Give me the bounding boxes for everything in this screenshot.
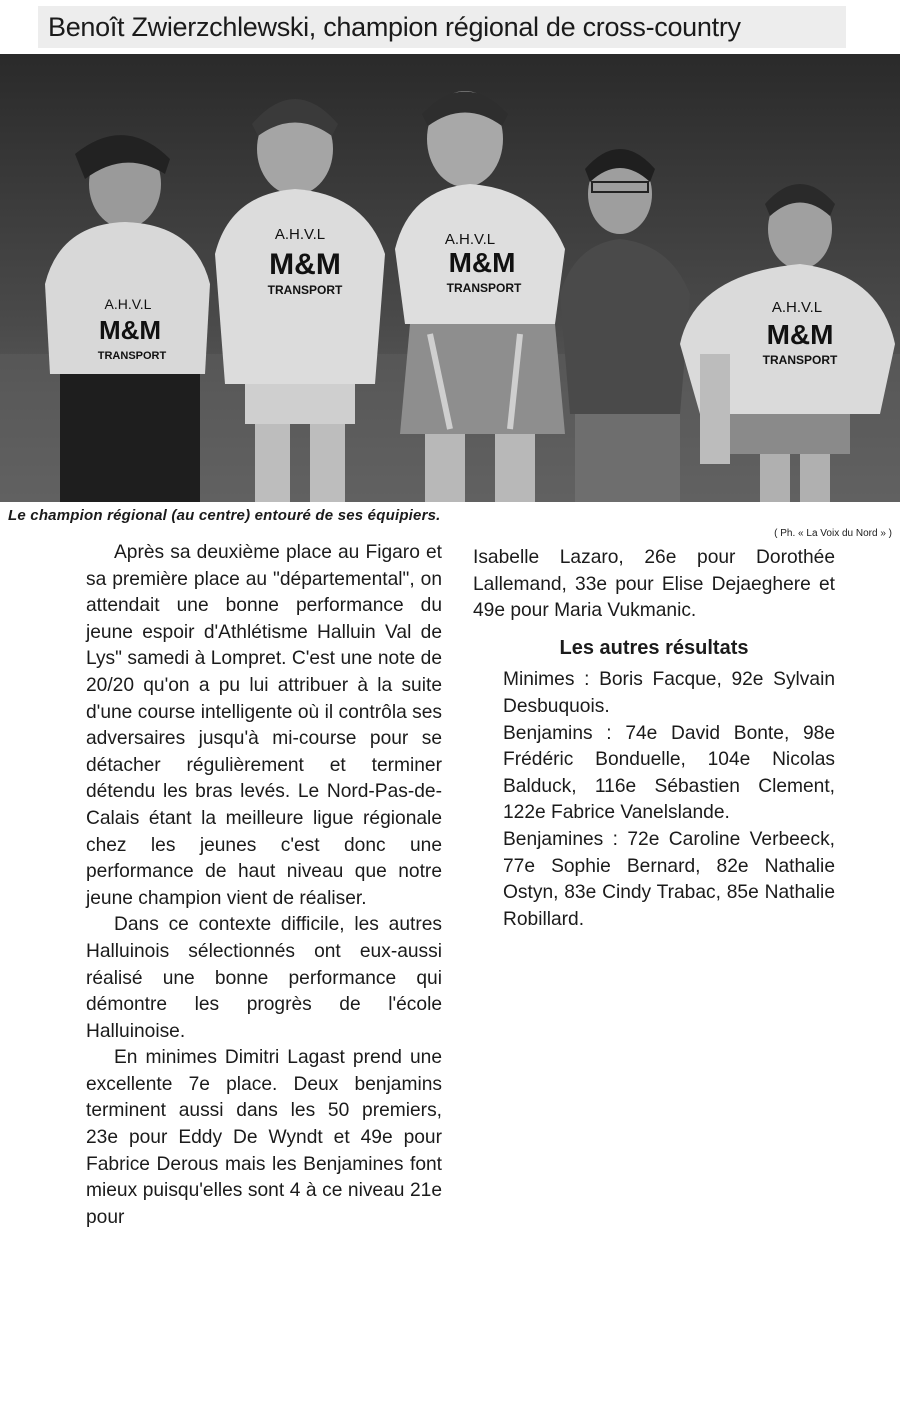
shirt-sponsor-text: TRANSPORT (97, 350, 167, 362)
shirt-logo-text: M&M (98, 315, 162, 345)
paragraph: Dans ce contexte difficile, les autres Halluinois sélectionnés ont eux-aussi réalisé une bonne performance qui démontre les progrès de l'école Halluinoise. (86, 914, 442, 1042)
result-item: Benjamines : 72e Caroline Verbeeck, 77e Sophie Bernard, 82e Nathalie Ostyn, 83e Cindy Trabac, 85e Nathalie Robillard. (503, 828, 835, 930)
shirt-club-text: A.H.V.L (771, 299, 823, 316)
paragraph: En minimes Dimitri Lagast prend une excellente 7e place. Deux benjamins terminent aussi dans les 50 premiers, 23e pour Eddy De Wyndt et 49e pour Fabrice Derous mais les Benjamines font mieux puisqu'elles sont 4 à ce niveau 21e pour (86, 1047, 442, 1228)
result-item: Minimes : Boris Facque, 92e Sylvain Desbuquois. (503, 669, 835, 717)
article-right-column (473, 545, 835, 933)
shirt-club-text: A.H.V.L (444, 231, 496, 248)
shirt-club-text: A.H.V.L (274, 226, 326, 243)
paragraph-continuation: Isabelle Lazaro, 26e pour Dorothée Lallemand, 33e pour Elise Dejaeghere et 49e pour Maria Vukmanic. (473, 547, 835, 622)
team-photo (0, 54, 900, 502)
shirt-logo-text: M&M (766, 319, 834, 350)
results-heading: Les autres résultats (559, 636, 749, 659)
shirt-sponsor-text: TRANSPORT (762, 353, 838, 367)
article-left-column (86, 540, 442, 1231)
shirt-sponsor-text: TRANSPORT (446, 281, 522, 295)
result-item: Benjamins : 74e David Bonte, 98e Frédéric Bonduelle, 104e Nicolas Balduck, 116e Sébastien Clement, 122e Fabrice Vanelslande. (503, 722, 835, 824)
results-list (473, 667, 835, 933)
paragraph: Après sa deuxième place au Figaro et sa première place au "départemental", on attendait une bonne performance du jeune espoir d'Athlétisme Halluin Val de Lys" samedi à Lompret. C'est une note de 20/20 qu'on a pu lui attribuer à la suite d'une course intelligente où il contrôla ses adversaires jusqu'à mi-course pour se détacher régulièrement et terminer détendu les bras levés. Le Nord-Pas-de-Calais étant la meilleure ligue régionale chez les jeunes c'est donc une performance de haut niveau que notre jeune champion vient de réaliser. (86, 542, 442, 909)
article-headline: Benoît Zwierzchlewski, champion régional de cross-country (38, 6, 846, 48)
shirt-club-text: A.H.V.L (104, 296, 152, 312)
photo-caption: Le champion régional (au centre) entouré de ses équipiers. (8, 507, 441, 524)
photo-credit: ( Ph. « La Voix du Nord » ) (774, 528, 892, 539)
shirt-logo-text: M&M (448, 247, 516, 278)
shirt-logo-text: M&M (269, 248, 341, 281)
shirt-sponsor-text: TRANSPORT (267, 283, 343, 297)
